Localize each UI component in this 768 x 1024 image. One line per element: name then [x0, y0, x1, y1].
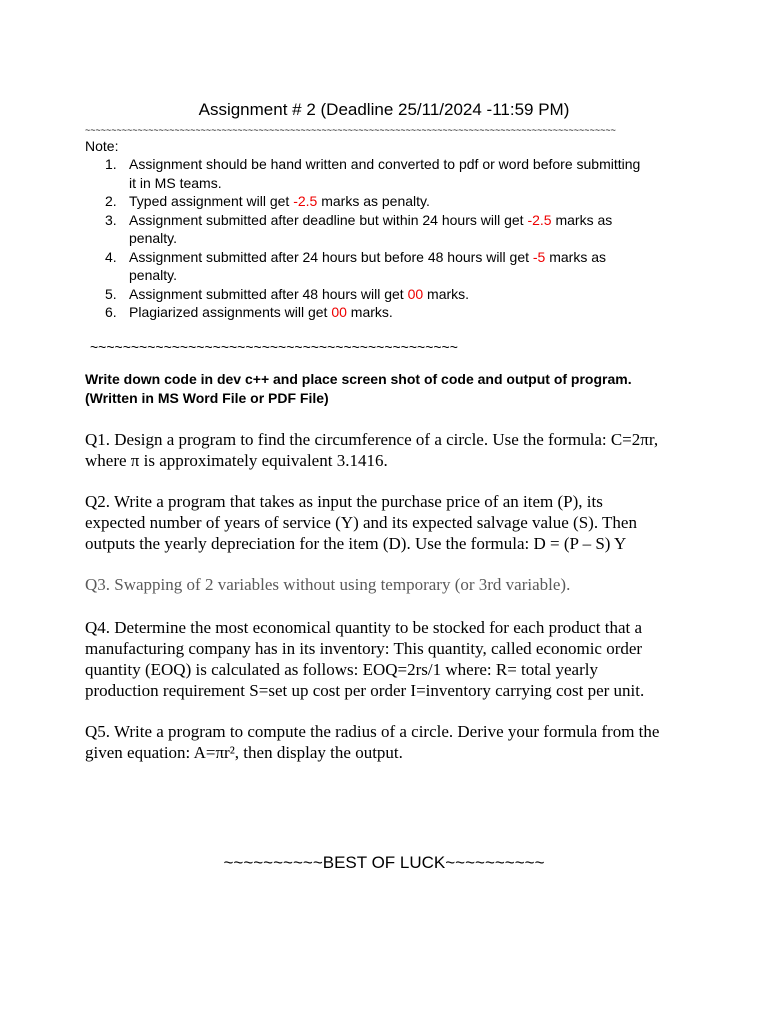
penalty-value: -2.5 [293, 193, 318, 209]
note-item [85, 285, 685, 304]
tilde-divider-mid: ~~~~~~~~~~~~~~~~~~~~~~~~~~~~~~~~~~~~~~~~~~~~~ [90, 339, 458, 355]
question-2 [85, 491, 695, 554]
note-number: 2. [105, 193, 117, 209]
note-text: Typed assignment will get [129, 193, 294, 209]
instruction-line: Write down code in dev c++ and place screen shot of code and output of program. [85, 371, 632, 387]
penalty-value: -5 [532, 248, 546, 265]
note-text-continued: penalty. [129, 267, 177, 283]
note-text-after: marks as penalty. [317, 193, 430, 209]
note-number: 6. [105, 304, 117, 320]
tilde-divider-top: ~~~~~~~~~~~~~~~~~~~~~~~~~~~~~~~~~~~~~~~~~~~~~~~~~~~~~~~~~~~~~~~~~~~~~~~~~~~~~~~~~~~~~~~~~~~~~~~~~~~~~ [85, 125, 616, 135]
question-3 [85, 574, 695, 595]
note-item [85, 155, 685, 192]
question-line: Q1. Design a program to find the circumference of a circle. Use the formula: C=2πr, [85, 430, 659, 449]
note-number: 1. [105, 156, 117, 172]
note-number: 4. [105, 248, 117, 265]
question-line: Q5. Write a program to compute the radius of a circle. Derive your formula from the [85, 722, 660, 741]
penalty-value: 00 [407, 285, 424, 302]
assignment-title: Assignment # 2 (Deadline 25/11/2024 -11:59 PM) [198, 100, 570, 119]
question-line: expected number of years of service (Y) and its expected salvage value (S). Then [85, 513, 637, 532]
note-item [85, 192, 685, 211]
note-item [85, 248, 685, 285]
question-line: Q2. Write a program that takes as input the purchase price of an item (P), its [85, 492, 603, 511]
question-5 [85, 721, 695, 763]
note-text: Assignment submitted after 24 hours but before 48 hours will get [129, 248, 533, 265]
note-text: Plagiarized assignments will get [129, 304, 332, 320]
question-line: Q3. Swapping of 2 variables without using temporary (or 3rd variable). [85, 575, 571, 594]
note-number: 5. [105, 285, 117, 302]
notes-list [85, 155, 685, 322]
note-text-continued: it in MS teams. [129, 174, 222, 191]
penalty-value: -2.5 [527, 211, 552, 228]
question-1 [85, 429, 695, 471]
note-text: Assignment should be hand written and converted to pdf or word before submitting [129, 156, 641, 172]
note-text-continued: penalty. [129, 230, 177, 246]
instruction-line: (Written in MS Word File or PDF File) [85, 389, 329, 406]
question-4 [85, 617, 695, 701]
closing-best-of-luck: ~~~~~~~~~~BEST OF LUCK~~~~~~~~~~ [223, 853, 545, 872]
question-line: manufacturing company has in its inventory: This quantity, called economic order [85, 639, 643, 658]
question-line: Q4. Determine the most economical quantity to be stocked for each product that a [85, 618, 643, 637]
note-text-after: marks. [423, 285, 470, 302]
note-number: 3. [105, 211, 117, 228]
note-item [85, 211, 685, 248]
question-line: given equation: A=πr², then display the output. [85, 743, 403, 762]
question-line: quantity (EOQ) is calculated as follows: EOQ=2rs/1 where: R= total yearly [85, 660, 598, 679]
note-text-after: marks as [551, 211, 613, 228]
note-text-after: marks as [545, 248, 607, 265]
note-text: Assignment submitted after deadline but within 24 hours will get [129, 211, 528, 228]
question-line: where π is approximately equivalent 3.1416. [85, 451, 388, 470]
penalty-value: 00 [331, 304, 347, 320]
instruction-text [85, 370, 705, 407]
note-text-after: marks. [346, 304, 393, 320]
note-item [85, 303, 685, 322]
question-line: production requirement S=set up cost per order I=inventory carrying cost per unit. [85, 681, 645, 700]
question-line: outputs the yearly depreciation for the item (D). Use the formula: D = (P – S) Y [85, 534, 627, 553]
note-label: Note: [85, 138, 119, 154]
note-text: Assignment submitted after 48 hours will get [129, 285, 408, 302]
